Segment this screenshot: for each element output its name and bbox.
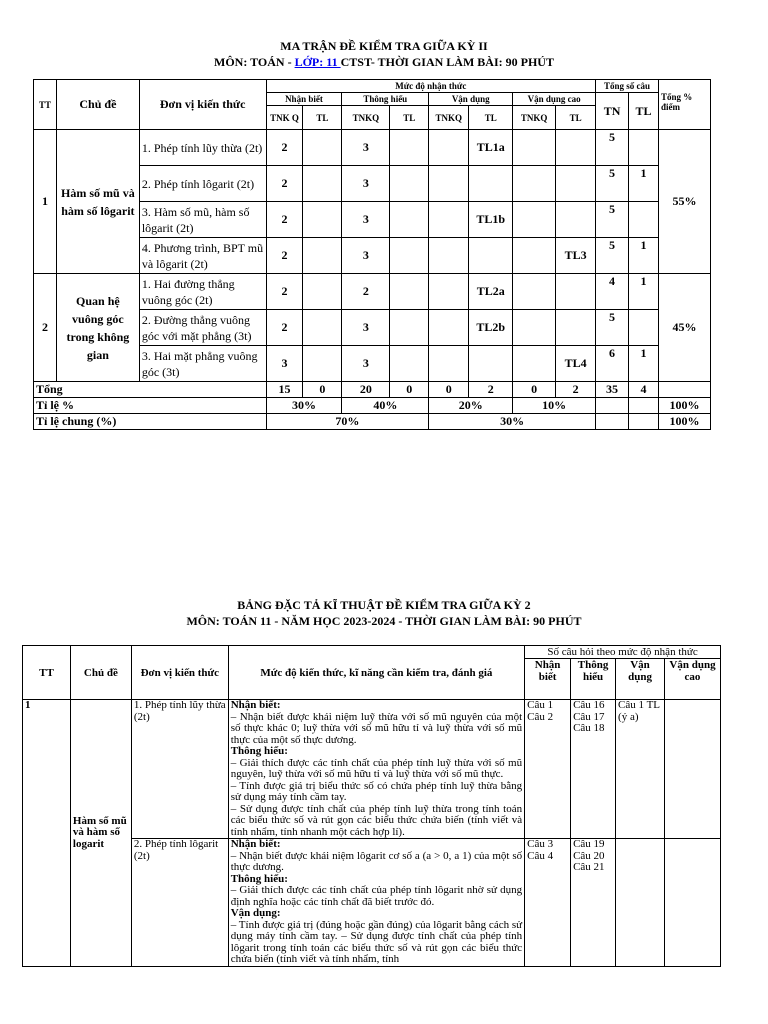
ratio-nb: 30% [266,398,342,414]
group-pct: 55% [659,130,711,274]
level-cell [469,346,513,382]
level-cell [303,130,342,166]
level-heading: Thông hiểu: [230,745,288,757]
sub-nb-tl: TL [303,106,342,130]
requirement-text: – Tính được giá trị biểu thức số có chứa phép tính luỹ thừa bằng sử dụng máy tính cầm tay. [230,779,523,803]
spec-title-line2: MÔN: TOÁN 11 - NĂM HỌC 2023-2024 - THỜI GIAN LÀM BÀI: 90 PHÚT [186,614,582,628]
group-pct: 45% [659,274,711,382]
unit-cell: 1. Phép tính lũy thừa (2t) [139,130,266,166]
tl-count-cell: 1 [629,166,659,202]
level-cell [513,130,556,166]
spec-count-vd: Câu 1 TL (ý a) [616,700,665,839]
total-label: Tổng [34,382,267,398]
requirement-text: – Sử dụng được tính chất của phép tính luỹ thừa trong tính toán các biểu thức số và rút gọn các biểu thức chứa biến (tính viết và tính nhẩm, tính nhanh một cách hợp lí). [230,802,523,838]
spec-count-nb: Câu 3 Câu 4 [525,839,571,967]
level-heading: Nhận biết: [230,699,281,711]
col-levels: Mức độ nhận thức [266,80,596,93]
spec-tt: 1 [23,700,71,967]
col-nb: Nhận biết [266,93,342,106]
sub-vdc-tl: TL [556,106,596,130]
spec-table [22,645,721,967]
tl-count-cell: 1 [629,346,659,382]
spec-desc [228,839,524,967]
spec-col-nb: Nhận biết [525,659,571,700]
ratio-total: 100% [659,398,711,414]
col-total-pct: Tổng % điểm [659,80,711,130]
sub-th-tl: TL [390,106,429,130]
group-tt: 2 [34,274,57,382]
ratio-label: Tỉ lệ % [34,398,267,414]
group-topic: Quan hệ vuông góc trong không gian [56,274,139,382]
total-cell: 0 [390,382,429,398]
level-cell [390,310,429,346]
level-cell [513,202,556,238]
level-cell [390,130,429,166]
spec-count-vdc [665,839,721,967]
level-cell: TL2b [469,310,513,346]
sub-vd-tnkq: TNKQ [429,106,469,130]
level-cell: TL2a [469,274,513,310]
level-cell [390,274,429,310]
group-topic: Hàm số mũ và hàm số lôgarit [56,130,139,274]
level-cell [303,310,342,346]
level-cell: 3 [342,310,390,346]
spec-count-nb: Câu 1 Câu 2 [525,700,571,839]
spec-col-count: Số câu hỏi theo mức độ nhận thức [525,646,721,659]
spec-unit: 1. Phép tính lũy thừa (2t) [131,700,228,839]
spec-topic: Hàm số mũ và hàm số logarit [70,700,131,967]
spec-col-vdc: Vận dụng cao [665,659,721,700]
spec-count-vdc [665,700,721,839]
requirement-text: – Tính được giá trị (đúng hoặc gần đúng) của lôgarit bằng cách sử dụng máy tính cầm tay. – Sử dụng được tính chất của phép tính lôgarit trong tính toán các biểu thức số và rút gọn các biểu thức chứa biến (tính viết và tính nhẩm, tính [230,918,523,965]
tn-count-cell: 6 [596,346,629,382]
level-cell [513,238,556,274]
level-cell: TL3 [556,238,596,274]
total-row [34,382,711,398]
ratio-row [34,398,711,414]
ratio-vd: 20% [429,398,513,414]
col-vdc: Vận dụng cao [513,93,596,106]
level-cell: 2 [342,274,390,310]
level-cell: 2 [266,310,303,346]
unit-cell: 3. Hai mặt phẳng vuông góc (3t) [139,346,266,382]
total-cell: 20 [342,382,390,398]
matrix-title [0,38,768,70]
level-cell: 3 [342,130,390,166]
level-cell [390,166,429,202]
level-cell [429,166,469,202]
level-cell [429,202,469,238]
level-cell: 2 [266,166,303,202]
col-tl: TL [629,93,659,130]
tl-count-cell [629,130,659,166]
level-cell [429,310,469,346]
level-cell [513,274,556,310]
level-cell [513,346,556,382]
spec-count-th: Câu 16 Câu 17 Câu 18 [571,700,616,839]
col-tt: TT [34,80,57,130]
level-cell [429,238,469,274]
level-cell [556,130,596,166]
unit-cell: 3. Hàm số mũ, hàm số lôgarit (2t) [139,202,266,238]
level-cell [429,274,469,310]
requirement-text: – Nhận biết được khái niệm lôgarit cơ số a (a > 0, a 1) của một số thực dương. [230,849,523,873]
level-cell: 3 [342,202,390,238]
matrix-row [34,274,711,310]
tn-count-cell: 5 [596,202,629,238]
spec-desc [228,700,524,839]
tn-count-cell: 5 [596,310,629,346]
group-tt: 1 [34,130,57,274]
ratio-common-row [34,414,711,430]
sub-vdc-tnkq: TNKQ [513,106,556,130]
unit-cell: 2. Đường thẳng vuông góc với mặt phẳng (3t) [139,310,266,346]
total-cell: 2 [469,382,513,398]
level-heading: Nhận biết: [230,838,281,850]
level-cell [429,130,469,166]
requirement-text: – Giải thích được các tính chất của phép tính luỹ thừa với số mũ nguyên, luỹ thừa với số mũ hữu tỉ và luỹ thừa với số mũ thực. [230,756,523,780]
ratio-common-b: 30% [429,414,596,430]
level-cell [303,274,342,310]
level-cell [390,238,429,274]
ratio-vdc: 10% [513,398,596,414]
level-heading: Vận dụng: [230,907,281,919]
ratio-common-total: 100% [659,414,711,430]
spec-col-th: Thông hiểu [571,659,616,700]
total-cell: 0 [513,382,556,398]
spec-title [0,597,768,629]
sub-vd-tl: TL [469,106,513,130]
total-cell: 2 [556,382,596,398]
spec-col-vd: Vận dụng [616,659,665,700]
spec-col-unit: Đơn vị kiến thức [131,646,228,700]
col-tn: TN [596,93,629,130]
level-cell: 2 [266,202,303,238]
tn-count-cell: 4 [596,274,629,310]
spec-count-th: Câu 19 Câu 20 Câu 21 [571,839,616,967]
level-cell: 2 [266,238,303,274]
level-cell [303,346,342,382]
level-cell: 2 [266,274,303,310]
tn-count-cell: 5 [596,166,629,202]
level-cell [556,202,596,238]
tl-count-cell [629,310,659,346]
spec-col-desc: Mức độ kiến thức, kĩ năng cần kiểm tra, đánh giá [228,646,524,700]
spec-col-tt: TT [23,646,71,700]
sub-th-tnkq: TNKQ [342,106,390,130]
level-cell: 3 [342,346,390,382]
level-cell [556,274,596,310]
level-cell [556,166,596,202]
requirement-text: – Giải thích được các tính chất của phép tính lôgarit nhờ sử dụng định nghĩa hoặc các tính chất đã biết trước đó. [230,884,523,908]
level-cell: 3 [266,346,303,382]
level-cell: TL4 [556,346,596,382]
level-cell [469,166,513,202]
level-cell: 3 [342,166,390,202]
level-cell [469,238,513,274]
col-th: Thông hiểu [342,93,429,106]
level-cell [303,238,342,274]
level-heading: Thông hiểu: [230,872,288,885]
sub-nb-tnkq: TNK Q [266,106,303,130]
tn-count-cell: 5 [596,130,629,166]
total-cell: 35 [596,382,629,398]
spec-row [23,700,721,839]
spec-unit: 2. Phép tính lôgarit (2t) [131,839,228,967]
matrix-row [34,130,711,166]
col-total-q: Tổng số câu [596,80,659,93]
ratio-common-label: Tỉ lệ chung (%) [34,414,267,430]
level-cell: TL1a [469,130,513,166]
class-link[interactable]: LỚP: 11 [294,55,341,69]
level-cell [429,346,469,382]
level-cell [513,310,556,346]
matrix-title-line1: MA TRẬN ĐỀ KIỂM TRA GIỮA KỲ II [280,39,488,53]
level-cell: 3 [342,238,390,274]
col-vd: Vận dụng [429,93,513,106]
matrix-table [33,79,711,430]
level-cell: 2 [266,130,303,166]
level-cell [513,166,556,202]
level-cell [556,310,596,346]
level-cell [390,202,429,238]
total-cell: 4 [629,382,659,398]
ratio-th: 40% [342,398,429,414]
total-cell: 0 [429,382,469,398]
level-cell [303,166,342,202]
total-cell: 15 [266,382,303,398]
tl-count-cell: 1 [629,274,659,310]
col-unit: Đơn vị kiến thức [139,80,266,130]
tl-count-cell: 1 [629,238,659,274]
unit-cell: 4. Phương trình, BPT mũ và lôgarit (2t) [139,238,266,274]
spec-count-vd [616,839,665,967]
tl-count-cell [629,202,659,238]
unit-cell: 1. Hai đường thẳng vuông góc (2t) [139,274,266,310]
total-cell: 0 [303,382,342,398]
requirement-text: – Nhận biết được khái niệm luỹ thừa với số mũ nguyên của một số thực khác 0; luỹ thừa với số mũ hữu tỉ và luỹ thừa với số mũ thực của một số thực dương. [230,710,523,746]
ratio-common-a: 70% [266,414,429,430]
matrix-title-line2: MÔN: TOÁN - LỚP: 11 CTST- THỜI GIAN LÀM BÀI: 90 PHÚT [214,55,554,69]
spec-col-topic: Chủ đề [70,646,131,700]
level-cell [303,202,342,238]
tn-count-cell: 5 [596,238,629,274]
level-cell: TL1b [469,202,513,238]
level-cell [390,346,429,382]
spec-title-line1: BẢNG ĐẶC TẢ KĨ THUẬT ĐỀ KIỂM TRA GIỮA KỲ 2 [237,598,531,612]
col-topic: Chủ đề [56,80,139,130]
unit-cell: 2. Phép tính lôgarit (2t) [139,166,266,202]
